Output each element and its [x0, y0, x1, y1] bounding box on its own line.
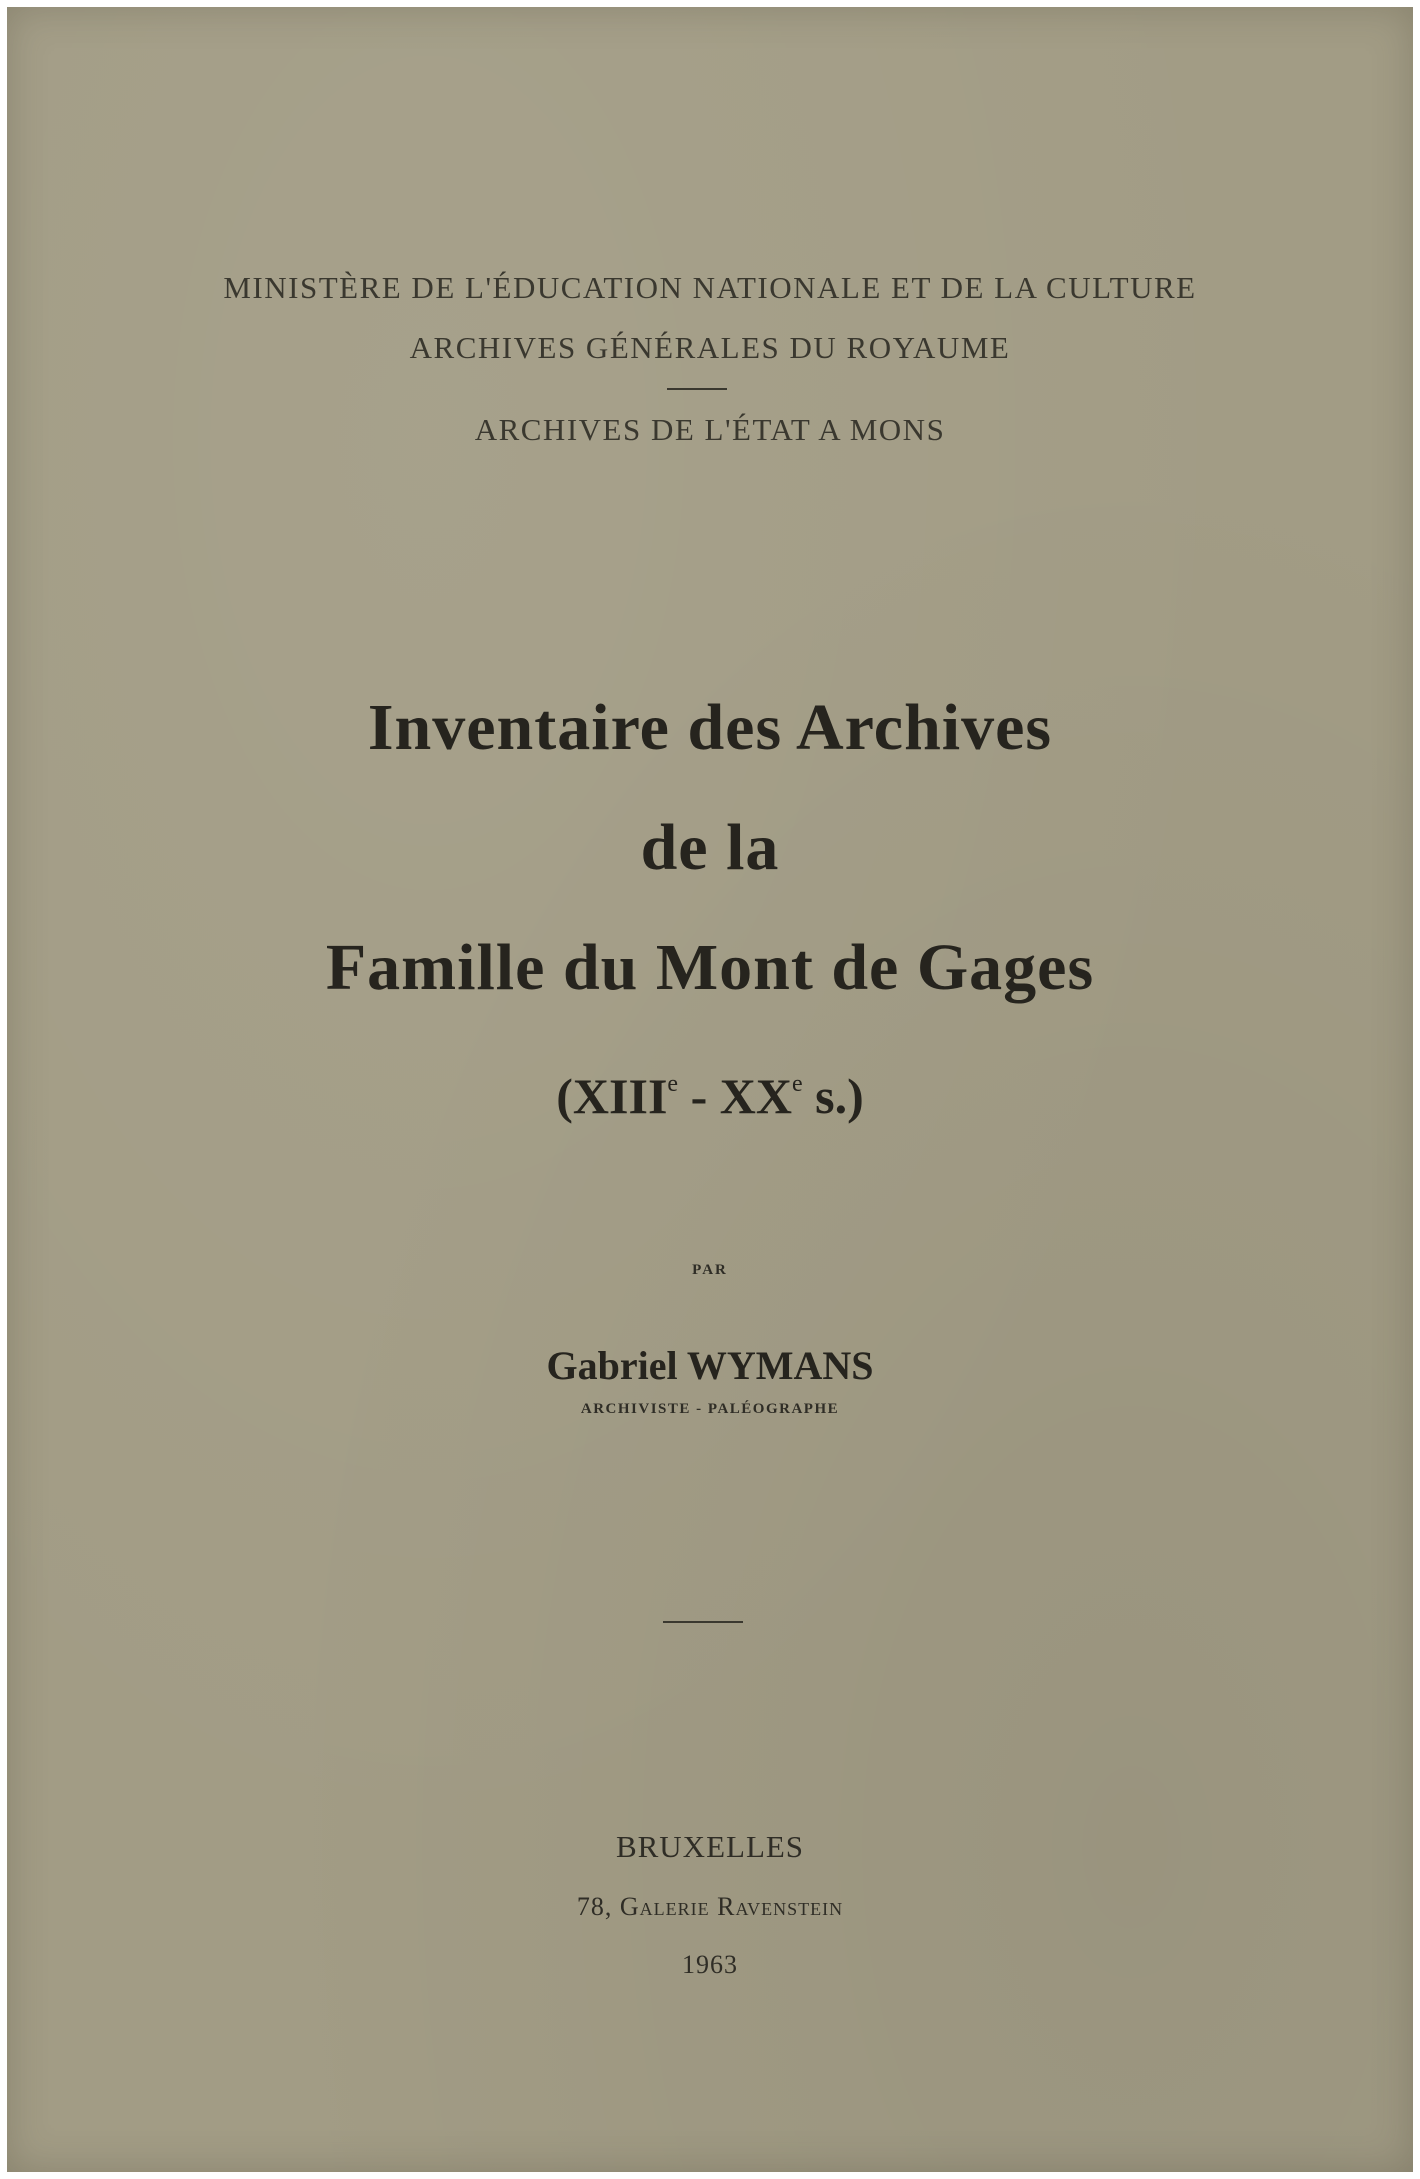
- header-divider: [667, 388, 727, 390]
- centuries-sup-1: e: [667, 1071, 679, 1097]
- centuries-open: (XIII: [556, 1068, 668, 1124]
- book-cover: [7, 7, 1413, 2172]
- author-role: ARCHIVISTE - PALÉOGRAPHE: [580, 1401, 840, 1417]
- centuries-mid: - XX: [678, 1068, 792, 1124]
- title-centuries: [7, 1067, 1413, 1125]
- imprint-city: BRUXELLES: [615, 1829, 805, 1864]
- centuries-close: s.): [802, 1068, 864, 1124]
- author-name: Gabriel WYMANS: [546, 1343, 874, 1388]
- imprint-divider: [663, 1621, 743, 1623]
- header-archives-generales: ARCHIVES GÉNÉRALES DU ROYAUME: [409, 330, 1011, 365]
- header-ministry: MINISTÈRE DE L'ÉDUCATION NATIONALE ET DE LA CULTURE: [223, 270, 1197, 305]
- title-line-2: de la: [640, 811, 780, 884]
- centuries-sup-2: e: [791, 1071, 803, 1097]
- title-line-1: Inventaire des Archives: [367, 691, 1053, 764]
- title-line-3: Famille du Mont de Gages: [325, 931, 1095, 1004]
- byline-par: PAR: [692, 1262, 728, 1278]
- header-archives-mons: ARCHIVES DE L'ÉTAT A MONS: [474, 412, 946, 447]
- imprint-address: 78, Galerie Ravenstein: [576, 1892, 844, 1921]
- imprint-year: 1963: [682, 1950, 738, 1979]
